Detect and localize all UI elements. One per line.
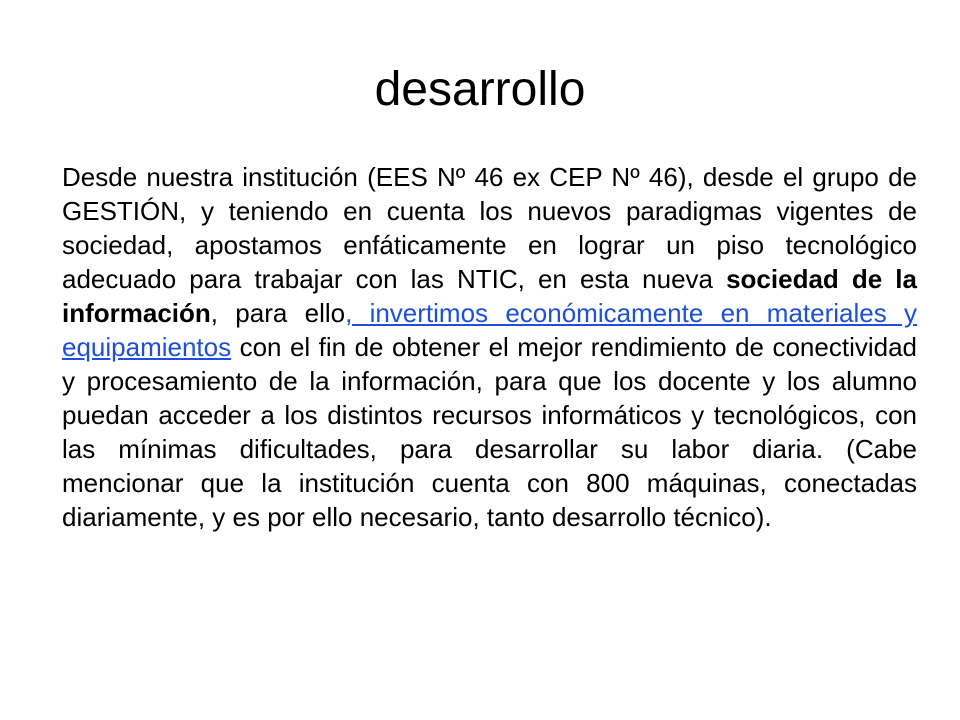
investment-link[interactable]: , invertimos económicamente en materiales y equipamientos <box>62 298 917 362</box>
paragraph-text-middle: , para ello <box>210 298 346 328</box>
bold-phrase: sociedad de la información <box>62 264 917 328</box>
paragraph-text-end: con el fin de obtener el mejor rendimiento de conectividad y procesamiento de la información, para que los docente y los alumno puedan acceder a los distintos recursos informáticos y tecnológicos, con las mínimas dificultades, para desarrollar su labor diaria. (Cabe mencionar que la institución cuenta con 800 máquinas, conectadas diariamente, y es por ello necesario, tanto desarrollo técnico). <box>62 332 917 532</box>
slide-title: desarrollo <box>374 63 586 116</box>
body-paragraph <box>62 160 917 534</box>
paragraph-text-start: Desde nuestra institución (EES Nº 46 ex CEP Nº 46), desde el grupo de GESTIÓN, y teniendo en cuenta los nuevos paradigmas vigentes de sociedad, apostamos enfáticamente en lograr un piso tecnológico adecuado para trabajar con las NTIC, en esta nueva <box>62 162 917 294</box>
